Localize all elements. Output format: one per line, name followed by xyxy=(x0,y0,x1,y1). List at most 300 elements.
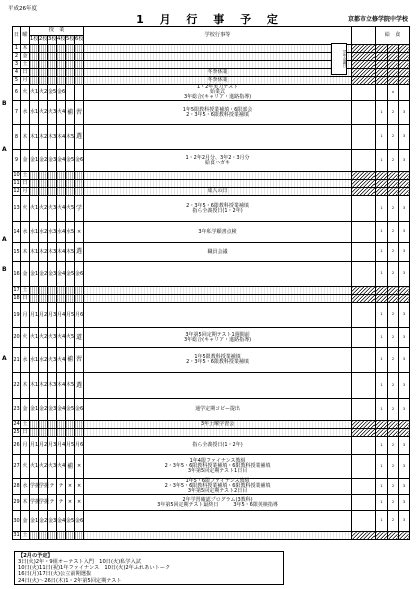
lunch-cell-empty xyxy=(375,295,387,303)
event-text: 2・3年5・6限教科授業補填・6限教科授業補填 xyxy=(164,483,271,489)
period-cell: 火1 xyxy=(30,196,39,222)
period-2: 2校 xyxy=(39,36,48,45)
lunch-grade: 1 xyxy=(375,399,387,421)
weekday: 土 xyxy=(22,61,28,67)
lunch-cell-empty xyxy=(387,295,398,303)
hatch-cell xyxy=(351,532,375,540)
hatch-cell xyxy=(351,45,375,53)
period-cell: 水2 xyxy=(39,348,48,373)
hatch-cell xyxy=(351,61,375,69)
period-cell: 月6 xyxy=(75,303,84,328)
events-cell xyxy=(84,45,352,53)
day-number: 10 xyxy=(13,172,20,178)
day-number: 22 xyxy=(13,373,21,399)
period-cell-empty xyxy=(66,295,75,303)
lunch-grade: 1 xyxy=(375,328,387,348)
col-day: 日 xyxy=(13,27,21,45)
period-cell-empty xyxy=(48,429,57,437)
period-cell-empty xyxy=(30,69,39,77)
period-cell-empty xyxy=(75,45,84,53)
lunch-cell-empty xyxy=(375,180,387,188)
day-number: 16 xyxy=(13,262,21,287)
lunch-grade: 2 xyxy=(387,511,398,532)
period-cell-empty xyxy=(39,180,48,188)
plan-line: 24日(火)～26日(木)1・2年第5回定期テスト xyxy=(18,577,122,584)
events-cell xyxy=(84,150,352,172)
events-cell xyxy=(84,479,352,495)
period-3: 3校 xyxy=(48,36,57,45)
period-cell: 金6 xyxy=(75,399,84,421)
period-cell: 木1 xyxy=(30,243,39,262)
period-cell: 金5 xyxy=(66,150,75,172)
day-number: 26 xyxy=(13,437,21,455)
period-cell: 木3 xyxy=(48,125,57,150)
events-cell xyxy=(84,287,352,295)
period-cell-empty xyxy=(48,295,57,303)
period-cell: 金1 xyxy=(30,150,39,172)
spacer-cell xyxy=(351,196,375,222)
event-text: 冬季休業 xyxy=(207,77,228,83)
events-cell xyxy=(84,399,352,421)
event-text: 1年4限ファイナンス教組 xyxy=(189,458,246,464)
period-cell-empty xyxy=(48,180,57,188)
period-cell-empty xyxy=(57,61,66,69)
period-cell: 木4 xyxy=(57,373,66,399)
lunch-cell-empty xyxy=(398,295,409,303)
period-cell: 補 xyxy=(66,348,75,373)
lunch-grade: 3 xyxy=(398,328,409,348)
period-cell: 学援 xyxy=(30,495,39,511)
period-4: 4校 xyxy=(57,36,66,45)
period-cell-empty xyxy=(75,532,84,540)
lunch-grade: 1 xyxy=(375,243,387,262)
lunch-grade: 1 xyxy=(375,125,387,150)
event-text: 1年5限教科授業補填・6限部会 xyxy=(182,106,253,113)
events-cell xyxy=(84,69,352,77)
spacer-cell xyxy=(351,479,375,495)
period-cell: 金1 xyxy=(30,511,39,532)
period-cell: 水4 xyxy=(57,222,66,243)
period-cell: 金2 xyxy=(39,150,48,172)
day-number: 17 xyxy=(13,287,20,293)
events-cell xyxy=(84,196,352,222)
day-row xyxy=(13,69,410,77)
col-spacer xyxy=(351,27,375,45)
period-cell-empty xyxy=(48,77,57,85)
lunch-grade: 1 xyxy=(375,479,387,495)
events-cell xyxy=(84,511,352,532)
event-text: 3年第5回定期テスト1週間前 xyxy=(185,331,250,338)
period-cell-empty xyxy=(75,69,84,77)
period-cell-empty xyxy=(39,421,48,429)
period-1: 1校 xyxy=(30,36,39,45)
lunch-grade: 1 xyxy=(375,150,387,172)
period-cell: テ xyxy=(57,495,66,511)
day-row xyxy=(13,196,410,222)
side-mark-b1: B xyxy=(2,100,7,107)
period-cell-empty xyxy=(57,172,66,180)
weekday: 金 xyxy=(21,511,30,532)
spacer-cell xyxy=(351,399,375,421)
period-cell: 選 xyxy=(75,125,84,150)
period-cell: テ xyxy=(48,495,57,511)
period-cell: 木4 xyxy=(57,125,66,150)
period-cell: 金4 xyxy=(57,262,66,287)
events-cell xyxy=(84,243,352,262)
period-cell-empty xyxy=(57,188,66,196)
event-text: 2・3年5・6限教科授業補填・6限教科授業補填 xyxy=(164,463,271,469)
lunch-cell-empty xyxy=(387,429,398,437)
period-cell: 水2 xyxy=(39,222,48,243)
period-cell: 金2 xyxy=(39,399,48,421)
weekday: 日 xyxy=(22,69,28,75)
side-mark-b2: B xyxy=(2,266,7,273)
period-cell: 木2 xyxy=(39,125,48,150)
period-cell-empty xyxy=(48,172,57,180)
lunch-cell-empty xyxy=(387,532,398,540)
period-cell: 選 xyxy=(75,373,84,399)
period-cell-empty xyxy=(48,53,57,61)
event-text: 指ら全義授日(1・2年) xyxy=(192,442,243,448)
day-row xyxy=(13,222,410,243)
school-name: 京都市立修学院中学校 xyxy=(347,16,408,23)
lunch-cell-empty xyxy=(398,180,409,188)
period-cell-empty xyxy=(66,69,75,77)
period-cell: 学援 xyxy=(39,495,48,511)
spacer-cell xyxy=(351,437,375,455)
hatch-cell xyxy=(351,421,375,429)
lunch-grade: 2 xyxy=(387,328,398,348)
period-cell-empty xyxy=(30,287,39,295)
event-text: 給食ハガキ xyxy=(205,159,231,166)
lunch-grade: 3 xyxy=(398,455,409,479)
lunch-grade: 3 xyxy=(398,437,409,455)
period-cell: × xyxy=(66,495,75,511)
lunch-grade: 1 xyxy=(375,262,387,287)
period-cell: 金4 xyxy=(57,511,66,532)
period-cell: 金5 xyxy=(66,511,75,532)
spacer-cell xyxy=(351,511,375,532)
weekday: 水 xyxy=(21,479,30,495)
period-5: 5校 xyxy=(66,36,75,45)
period-cell-empty xyxy=(30,53,39,61)
period-cell-empty xyxy=(48,188,57,196)
lunch-cell-empty xyxy=(387,180,398,188)
spacer-cell xyxy=(351,262,375,287)
period-cell-empty xyxy=(57,295,66,303)
period-cell: 火4 xyxy=(57,328,66,348)
period-cell: 金3 xyxy=(48,150,57,172)
weekday: 土 xyxy=(22,421,28,427)
lunch-cell-empty xyxy=(375,45,387,53)
lunch-cell-empty xyxy=(398,532,409,540)
period-cell-empty xyxy=(30,180,39,188)
events-cell xyxy=(84,348,352,373)
lunch-grade: 2 xyxy=(387,196,398,222)
period-cell: 月4 xyxy=(57,303,66,328)
period-cell xyxy=(66,85,75,101)
event-text: 3年土曜学習会 xyxy=(200,421,235,427)
day-row xyxy=(13,399,410,421)
weekday: 木 xyxy=(21,373,30,399)
period-cell-empty xyxy=(39,53,48,61)
events-cell xyxy=(84,101,352,125)
event-text: 3年第5回定期テスト最終日 3年5・6限英検指導 xyxy=(157,501,278,508)
period-cell: 金4 xyxy=(57,150,66,172)
col-events: 学校行事等 xyxy=(84,27,352,45)
period-cell: 火1 xyxy=(30,328,39,348)
events-cell xyxy=(84,262,352,287)
period-cell-empty xyxy=(66,287,75,295)
hatch-cell xyxy=(351,188,375,196)
period-cell-empty xyxy=(75,61,84,69)
events-cell xyxy=(84,429,352,437)
weekday: 土 xyxy=(22,172,28,178)
lunch-grade xyxy=(398,85,409,101)
weekday: 月 xyxy=(21,437,30,455)
lunch-grade: 3 xyxy=(398,399,409,421)
lunch-grade: 2 xyxy=(387,373,398,399)
lunch-grade: 1 xyxy=(375,222,387,243)
event-text: 3年総合(キャリア・進路指導) xyxy=(183,94,252,100)
period-cell: 金2 xyxy=(39,511,48,532)
lunch-grade: × xyxy=(387,85,398,101)
lunch-grade: 2 xyxy=(387,437,398,455)
events-cell xyxy=(84,180,352,188)
weekday: 木 xyxy=(21,495,30,511)
weekday: 日 xyxy=(22,180,28,186)
period-cell: 金1 xyxy=(30,399,39,421)
events-cell xyxy=(84,421,352,429)
weekday: 金 xyxy=(22,53,28,59)
period-cell: 選 xyxy=(75,243,84,262)
period-cell: 月1 xyxy=(30,437,39,455)
side-mark-a2: A xyxy=(2,236,7,243)
lunch-grade: 3 xyxy=(398,373,409,399)
spacer-cell xyxy=(351,125,375,150)
period-cell-empty xyxy=(57,429,66,437)
period-6: 6校 xyxy=(75,36,84,45)
period-cell: 火4 xyxy=(57,196,66,222)
event-text: 冬季休業 xyxy=(207,69,228,75)
lunch-grade: 3 xyxy=(398,243,409,262)
period-cell-empty xyxy=(57,69,66,77)
period-cell: 月5 xyxy=(66,437,75,455)
day-number: 19 xyxy=(13,303,21,328)
period-cell: 補 xyxy=(66,455,75,479)
period-cell: 火2 xyxy=(39,328,48,348)
day-number: 7 xyxy=(13,101,21,125)
period-cell: 木3 xyxy=(48,243,57,262)
event-text: 2年学習確認プログラム(3教科) xyxy=(182,496,253,503)
period-cell: 金5 xyxy=(66,399,75,421)
day-row xyxy=(13,348,410,373)
event-text: 3年私学願書点検 xyxy=(198,228,237,235)
lunch-grade: 1 xyxy=(375,348,387,373)
lunch-grade: 2 xyxy=(387,262,398,287)
day-number: 14 xyxy=(13,222,21,243)
weekday: 水 xyxy=(21,348,30,373)
day-number: 9 xyxy=(13,150,21,172)
spacer-cell xyxy=(351,328,375,348)
period-cell-empty xyxy=(66,45,75,53)
period-cell-empty xyxy=(39,532,48,540)
day-number: 25 xyxy=(13,429,20,435)
period-cell: 月5 xyxy=(66,303,75,328)
day-number: 11 xyxy=(13,180,20,186)
lunch-grade: 2 xyxy=(387,150,398,172)
lunch-cell-empty xyxy=(398,61,409,69)
event-text: 2・3年5・6限教科授業補填 xyxy=(186,111,249,118)
events-cell xyxy=(84,455,352,479)
lunch-cell-empty xyxy=(375,532,387,540)
period-cell: 金3 xyxy=(48,511,57,532)
lunch-cell-empty xyxy=(398,69,409,77)
period-cell: 火4 xyxy=(57,101,66,125)
period-cell: 火3 xyxy=(48,348,57,373)
plan-line: 16日(月)17日(火)公立前期選抜 xyxy=(18,571,92,578)
period-cell-empty xyxy=(57,53,66,61)
col-lunch: 給 食 xyxy=(375,27,409,45)
events-cell xyxy=(84,495,352,511)
hatch-cell xyxy=(351,180,375,188)
weekday: 月 xyxy=(22,188,28,194)
weekday: 土 xyxy=(22,287,28,293)
schedule-rows xyxy=(13,45,410,540)
lunch-cell-empty xyxy=(375,77,387,85)
col-classes: 授 業 xyxy=(30,27,84,36)
period-cell: 水3 xyxy=(48,222,57,243)
period-cell: 火2 xyxy=(39,101,48,125)
period-cell-empty xyxy=(57,287,66,295)
weekday: 火 xyxy=(21,196,30,222)
day-number: 18 xyxy=(13,295,20,301)
day-row xyxy=(13,172,410,180)
events-cell xyxy=(84,437,352,455)
event-text: 成人の日 xyxy=(207,188,228,194)
day-row xyxy=(13,532,410,540)
lunch-grade: 2 xyxy=(387,101,398,125)
period-cell: 月3 xyxy=(48,303,57,328)
event-text: 1・2年実力テスト xyxy=(196,84,239,90)
event-text: 3年総合(キャリア・進路指導) xyxy=(183,336,252,343)
lunch-grade: 2 xyxy=(387,125,398,150)
day-number: 29 xyxy=(13,495,21,511)
period-cell: 月2 xyxy=(39,303,48,328)
event-text: 3年第5回定期テスト1日目 xyxy=(187,468,248,474)
side-mark-a1: A xyxy=(2,146,7,153)
day-number: 3 xyxy=(13,61,21,69)
period-cell-empty xyxy=(57,77,66,85)
day-row xyxy=(13,495,410,511)
period-cell: 火3 xyxy=(48,101,57,125)
period-cell: × xyxy=(75,479,84,495)
event-text: 通学定期コピー提出 xyxy=(195,406,240,412)
period-cell-empty xyxy=(48,287,57,295)
period-cell: 火2 xyxy=(39,196,48,222)
period-cell-empty xyxy=(39,287,48,295)
period-cell: 木3 xyxy=(48,373,57,399)
period-cell-empty xyxy=(75,295,84,303)
lunch-grade: 1 xyxy=(375,373,387,399)
period-cell: 火3 xyxy=(48,328,57,348)
period-cell: 水5 xyxy=(66,222,75,243)
lunch-cell-empty xyxy=(398,429,409,437)
weekday: 日 xyxy=(22,295,28,301)
hatch-cell xyxy=(351,69,375,77)
lunch-grade: 2 xyxy=(387,348,398,373)
lunch-grade: 1 xyxy=(375,437,387,455)
lunch-cell-empty xyxy=(398,172,409,180)
lunch-grade: 1 xyxy=(375,511,387,532)
period-cell: 月4 xyxy=(57,437,66,455)
period-cell-empty xyxy=(30,421,39,429)
period-cell-empty xyxy=(75,53,84,61)
weekday: 金 xyxy=(21,262,30,287)
period-cell-empty xyxy=(75,77,84,85)
period-cell: 学援 xyxy=(30,479,39,495)
day-number: 12 xyxy=(13,188,20,194)
weekday: 水 xyxy=(21,101,30,125)
period-cell: 木5 xyxy=(66,373,75,399)
period-cell: 木4 xyxy=(57,243,66,262)
period-cell: × xyxy=(75,222,84,243)
lunch-grade: 1 xyxy=(375,303,387,328)
event-text: 1年5限教科授業補填 xyxy=(194,354,241,360)
lunch-grade: 2 xyxy=(387,243,398,262)
period-cell-empty xyxy=(39,188,48,196)
day-row xyxy=(13,328,410,348)
lunch-grade: 2 xyxy=(387,479,398,495)
period-cell: 習 xyxy=(75,348,84,373)
weekday: 火 xyxy=(21,455,30,479)
lunch-grade: 3 xyxy=(398,511,409,532)
day-row xyxy=(13,287,410,295)
lunch-cell-empty xyxy=(387,421,398,429)
period-cell: 木1 xyxy=(30,125,39,150)
events-cell xyxy=(84,188,352,196)
period-cell-empty xyxy=(66,61,75,69)
period-cell-empty xyxy=(66,172,75,180)
period-cell-empty xyxy=(39,295,48,303)
day-row xyxy=(13,101,410,125)
weekday: 木 xyxy=(21,125,30,150)
period-cell-empty xyxy=(57,421,66,429)
events-cell xyxy=(84,373,352,399)
lunch-grade: 3 xyxy=(398,479,409,495)
period-cell-empty xyxy=(30,429,39,437)
day-row xyxy=(13,421,410,429)
period-cell: テ xyxy=(57,479,66,495)
period-cell-empty xyxy=(66,180,75,188)
lunch-cell-empty xyxy=(375,429,387,437)
lunch-grade: 2 xyxy=(387,495,398,511)
period-cell-empty xyxy=(75,421,84,429)
period-cell: 火5 xyxy=(66,196,75,222)
schedule-table xyxy=(12,26,410,540)
lunch-cell-empty xyxy=(398,45,409,53)
day-number: 2 xyxy=(13,53,21,61)
period-cell: 金6 xyxy=(75,511,84,532)
period-cell: 水1 xyxy=(30,222,39,243)
period-cell-empty xyxy=(75,180,84,188)
period-cell-empty xyxy=(48,61,57,69)
weekday: 日 xyxy=(22,429,28,435)
events-cell xyxy=(84,295,352,303)
event-text: 3年第5回定期テスト2日目 xyxy=(187,488,248,494)
period-cell: 学援 xyxy=(39,479,48,495)
lunch-cell-empty xyxy=(375,61,387,69)
